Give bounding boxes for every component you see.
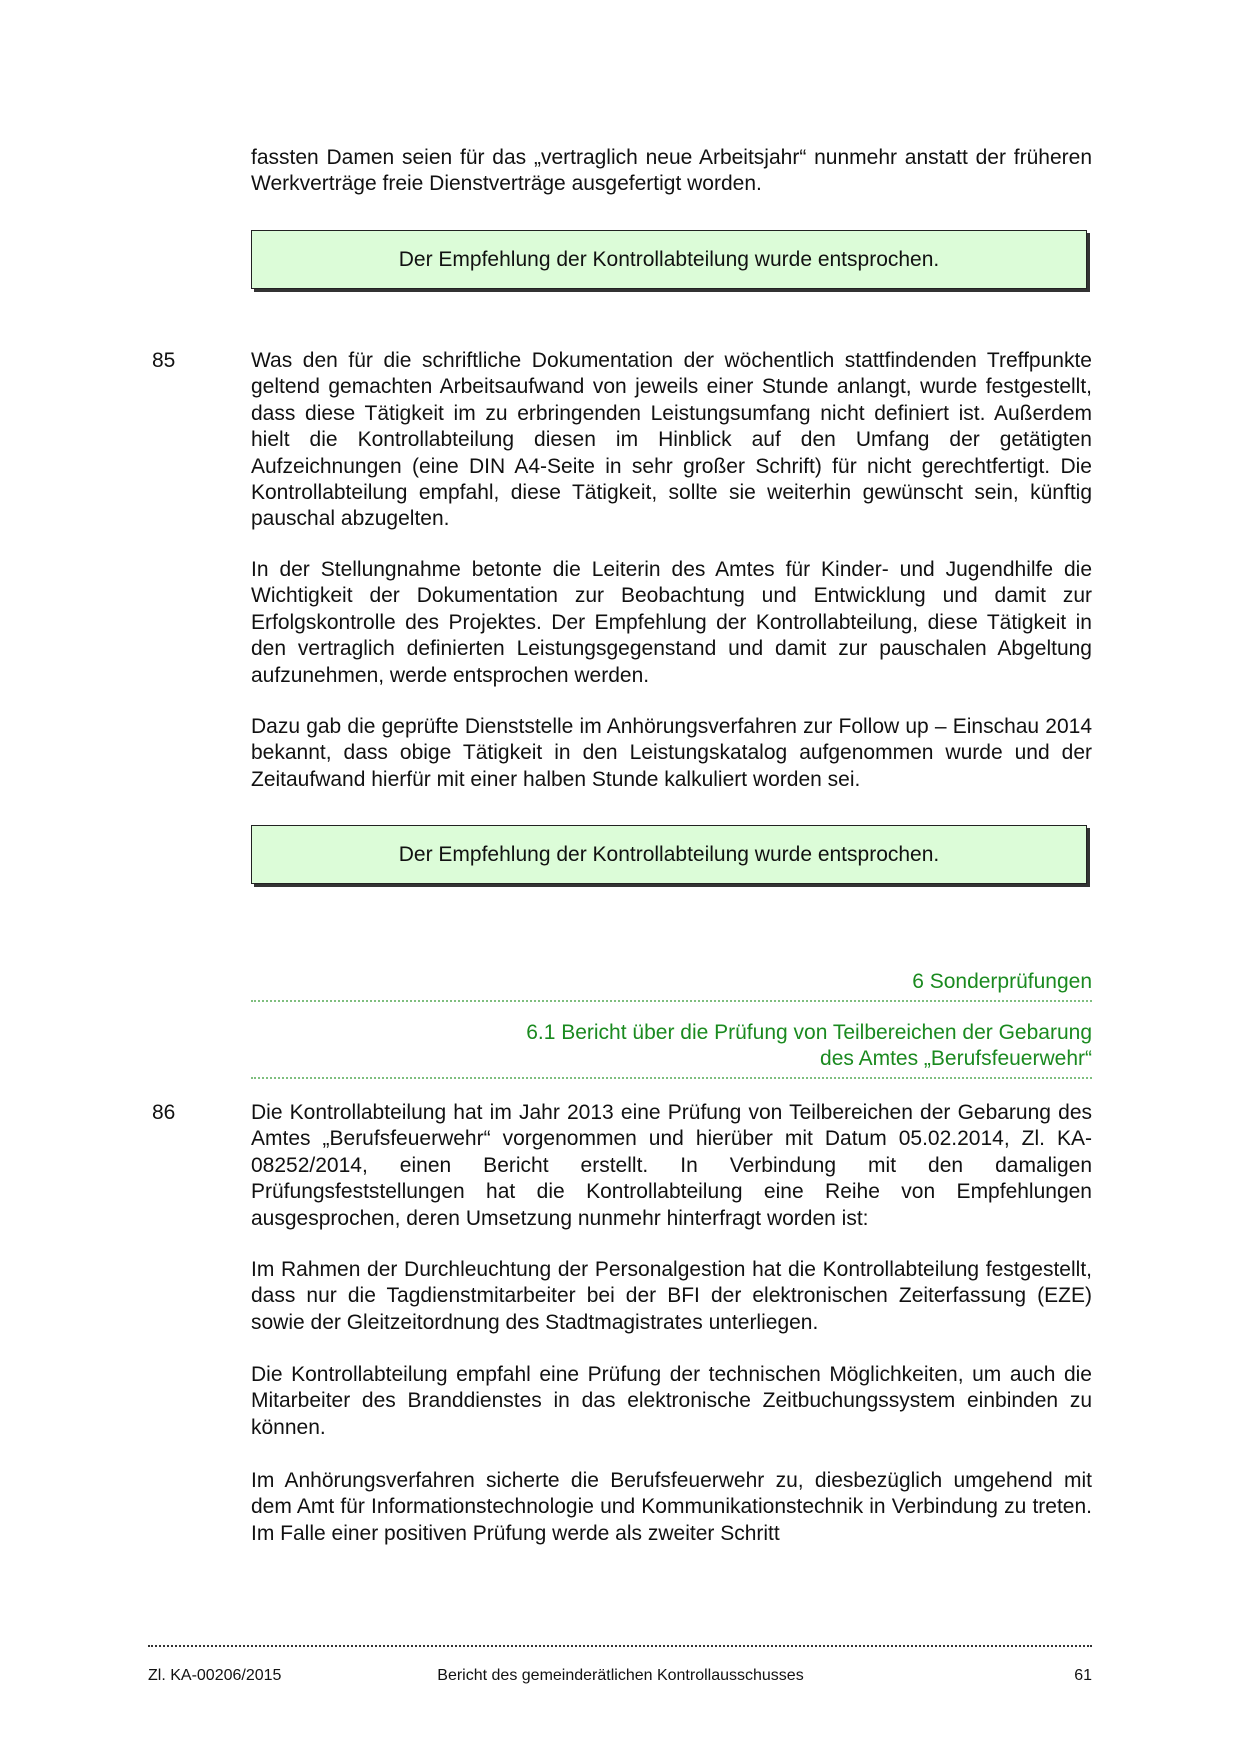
- paragraph-85-1: Was den für die schriftliche Dokumentation der wöchentlich stattfindenden Treffpunkte geltend gemachten Arbeitsaufwand von jeweils einer Stunde anlangt, wurde festgestellt, dass diese Tätigkeit im zu erbringenden Leistungsumfang nicht definiert ist. Außerdem hielt die Kontrollabteilung diesen im Hinblick auf den Umfang der getätigten Aufzeichnungen (eine DIN A4-Seite in sehr großer Schrift) für nicht gerechtfertigt. Die Kontrollabteilung empfahl, diese Tätigkeit, sollte sie weiterhin gewünscht sein, künftig pauschal abzugelten.: [251, 349, 1092, 531]
- section-heading-6: 6 Sonderprüfungen: [912, 970, 1092, 993]
- footer-title: Bericht des gemeinderätlichen Kontrollausschusses: [437, 1667, 804, 1684]
- footer-divider: [148, 1645, 1092, 1647]
- paragraph-86-4: Im Anhörungsverfahren sicherte die Berufsfeuerwehr zu, diesbezüglich umgehend mit dem Amt für Informationstechnologie und Kommunikationstechnik in Verbindung zu treten. Im Falle einer positiven Prüfung werde als zweiter Schritt: [251, 1469, 1092, 1545]
- paragraph-intro: fassten Damen seien für das „vertraglich neue Arbeitsjahr“ nunmehr anstatt der früheren Werkverträge freie Dienstverträge ausgefertigt worden.: [251, 146, 1092, 196]
- paragraph-86-3: Die Kontrollabteilung empfahl eine Prüfung der technischen Möglichkeiten, um auch die Mitarbeiter des Branddienstes in das elektronische Zeitbuchungssystem einbinden zu können.: [251, 1363, 1092, 1439]
- heading-divider-6-1: [251, 1077, 1092, 1079]
- paragraph-86-1: Die Kontrollabteilung hat im Jahr 2013 eine Prüfung von Teilbereichen der Gebarung des Amtes „Berufsfeuerwehr“ vorgenommen und hierüber mit Datum 05.02.2014, Zl. KA-08252/2014, einen Bericht erstellt. In Verbindung mit den damaligen Prüfungsfeststellungen hat die Kontrollabteilung eine Reihe von Empfehlungen ausgesprochen, deren Umsetzung nunmehr hinterfragt worden ist:: [251, 1101, 1092, 1230]
- recommendation-box-1-text: Der Empfehlung der Kontrollabteilung wurde entsprochen.: [398, 247, 940, 271]
- recommendation-box-2: [251, 825, 1087, 884]
- paragraph-86-2: Im Rahmen der Durchleuchtung der Personalgestion hat die Kontrollabteilung festgestellt, dass nur die Tagdienstmitarbeiter bei der BFI der elektronischen Zeiterfassung (EZE) sowie der Gleitzeitordnung des Stadtmagistrates unterliegen.: [251, 1258, 1092, 1334]
- section-heading-6-1-line2: des Amtes „Berufsfeuerwehr“: [820, 1047, 1092, 1070]
- heading-divider-6: [251, 1000, 1092, 1002]
- paragraph-85-2: In der Stellungnahme betonte die Leiterin des Amtes für Kinder- und Jugendhilfe die Wichtigkeit der Dokumentation zur Beobachtung und Entwicklung und damit zur Erfolgskontrolle des Projektes. Der Empfehlung der Kontrollabteilung, diese Tätigkeit in den vertraglich definierten Leistungsgegenstand und damit zur pauschalen Abgeltung aufzunehmen, werde entsprochen werden.: [251, 558, 1092, 687]
- section-heading-6-1-line1: 6.1 Bericht über die Prüfung von Teilbereichen der Gebarung: [526, 1021, 1092, 1044]
- recommendation-box-2-text: Der Empfehlung der Kontrollabteilung wurde entsprochen.: [398, 842, 940, 866]
- footer-reference: Zl. KA-00206/2015: [148, 1667, 282, 1684]
- recommendation-box-1: [251, 230, 1087, 289]
- paragraph-number-85: 85: [152, 349, 176, 372]
- paragraph-85-3: Dazu gab die geprüfte Dienststelle im Anhörungsverfahren zur Follow up – Einschau 2014 bekannt, dass obige Tätigkeit in den Leistungskatalog aufgenommen wurde und der Zeitaufwand hierfür mit einer halben Stunde kalkuliert worden sei.: [251, 715, 1092, 791]
- paragraph-number-86: 86: [152, 1101, 176, 1124]
- footer-page-number: 61: [1074, 1667, 1092, 1684]
